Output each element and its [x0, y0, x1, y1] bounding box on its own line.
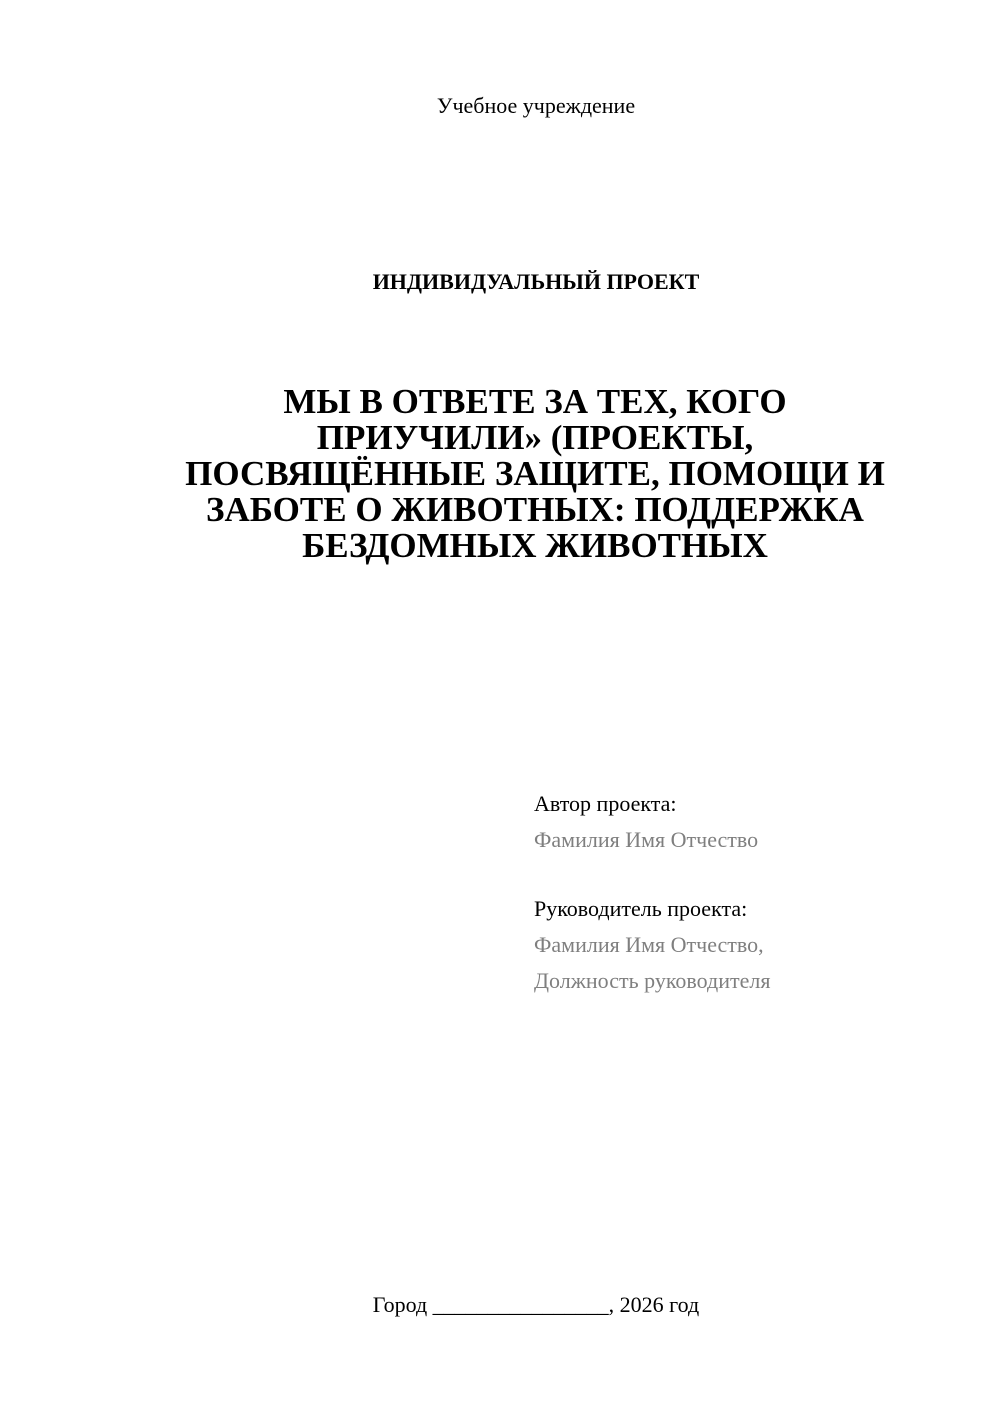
project-title-line: БЕЗДОМНЫХ ЖИВОТНЫХ [302, 526, 768, 565]
author-label: Автор проекта: [534, 791, 677, 816]
supervisor-position: Должность руководителя [534, 968, 771, 993]
supervisor-name: Фамилия Имя Отчество, [534, 932, 764, 957]
project-title [120, 384, 950, 564]
institution-name: Учебное учреждение [436, 93, 636, 118]
project-title-line: ПОСВЯЩЁННЫЕ ЗАЩИТЕ, ПОМОЩИ И [185, 454, 885, 493]
project-title-line: ПРИУЧИЛИ» (ПРОЕКТЫ, [316, 418, 754, 457]
city-year-line: Город ________________, 2026 год [372, 1292, 700, 1317]
supervisor-label: Руководитель проекта: [534, 896, 748, 921]
author-name: Фамилия Имя Отчество [534, 827, 759, 852]
document-type: ИНДИВИДУАЛЬНЫЙ ПРОЕКТ [372, 269, 700, 294]
project-title-line: МЫ В ОТВЕТЕ ЗА ТЕХ, КОГО [283, 382, 787, 421]
supervisor-block [534, 895, 974, 1003]
project-title-line: ЗАБОТЕ О ЖИВОТНЫХ: ПОДДЕРЖКА [206, 490, 864, 529]
author-block [534, 790, 974, 862]
